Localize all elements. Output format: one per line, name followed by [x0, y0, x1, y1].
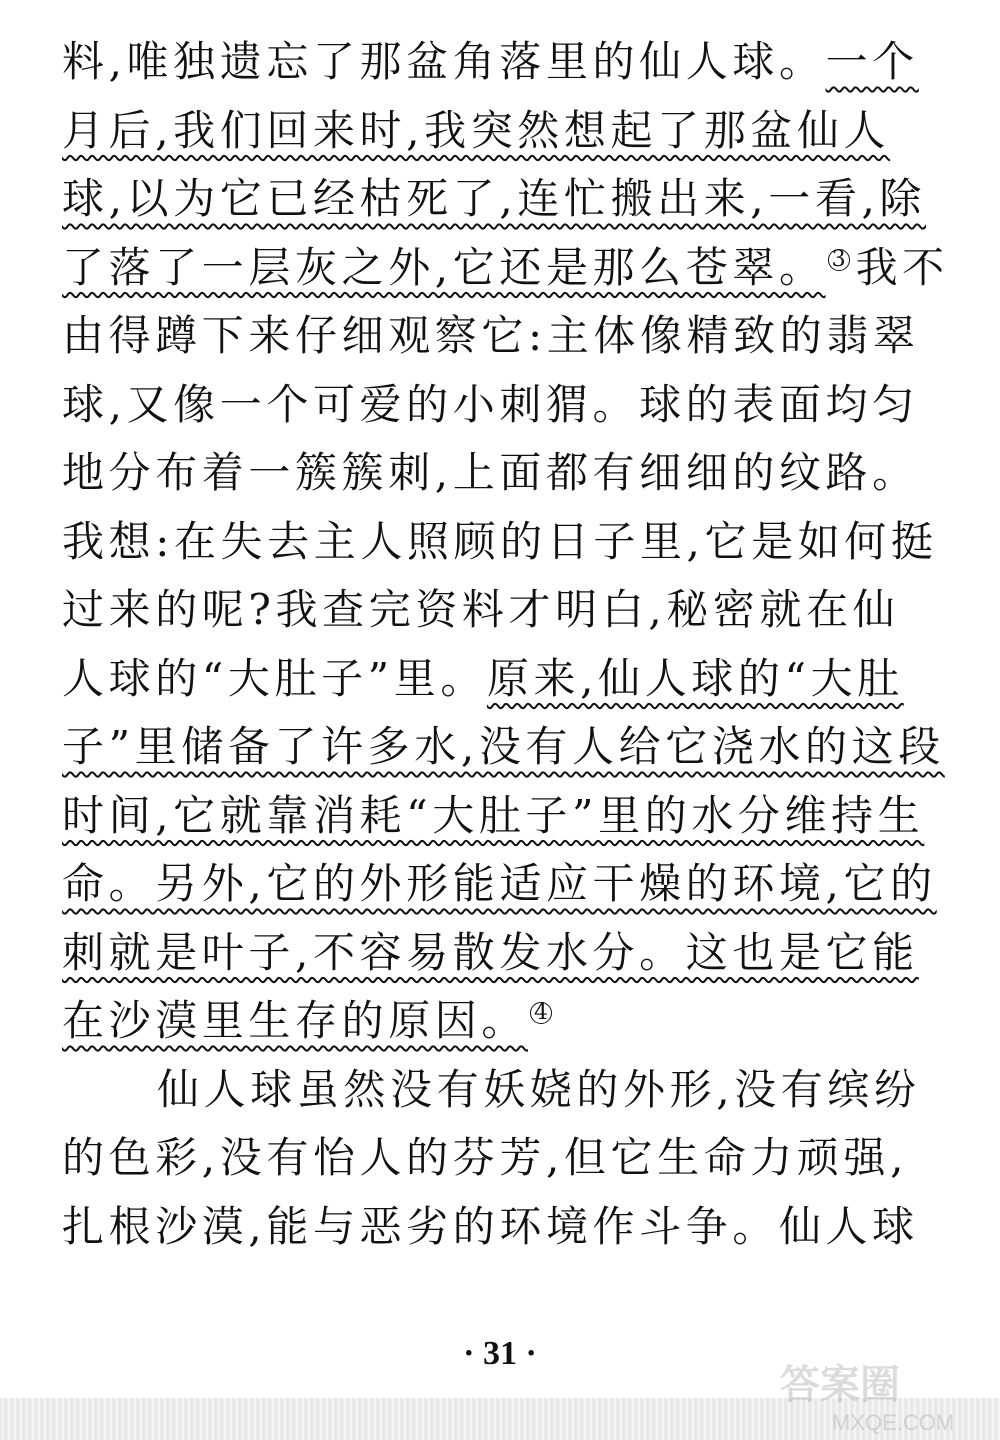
text-segment: 地分布着一簇簇刺,上面都有细细的纹路。 — [62, 448, 919, 497]
footnote-marker: 3 — [828, 249, 850, 271]
text-line — [62, 645, 957, 714]
text-segment: 扎根沙漠,能与恶劣的环境作斗争。仙人球 — [62, 1201, 919, 1251]
text-line — [62, 1193, 957, 1262]
text-segment: 料,唯独遗忘了那盆角落里的仙人球。 — [62, 37, 826, 86]
wavy-underlined-text: 原来,仙人球的“大肚 — [486, 653, 904, 703]
text-line — [62, 782, 957, 851]
text-segment: 球,又像一个可爱的小刺猬。球的表面均匀 — [62, 379, 919, 429]
text-line — [62, 28, 957, 97]
text-line — [62, 713, 957, 782]
text-line — [62, 508, 957, 577]
text-segment: 的色彩,没有怡人的芬芳,但它生命力顽强, — [62, 1133, 909, 1182]
wavy-underlined-text: 了落了一层灰之外,它还是那么苍翠。 — [62, 242, 826, 292]
text-line — [62, 97, 957, 166]
footnote-marker: 4 — [530, 1002, 552, 1024]
text-line — [62, 987, 957, 1056]
text-segment: 我不 — [855, 242, 949, 292]
text-line — [62, 302, 957, 371]
text-segment: 由得蹲下来仔细观察它:主体像精致的翡翠 — [62, 311, 920, 360]
text-line — [62, 1124, 957, 1193]
text-body — [62, 28, 957, 1261]
watermark-logo — [772, 1350, 982, 1435]
wavy-underlined-text: 刺就是叶子,不容易散发水分。这也是它能 — [62, 927, 919, 977]
wavy-underlined-text: 在沙漠里生存的原因。 — [62, 996, 529, 1045]
text-line — [62, 439, 957, 508]
watermark-text: 答案圈 — [780, 1362, 900, 1408]
text-segment: 人球的“大肚子”里。 — [62, 653, 487, 703]
text-line — [62, 234, 957, 303]
watermark-url: MXQE.COM — [832, 1410, 955, 1435]
wavy-underlined-text: 一个 — [825, 37, 919, 86]
text-line — [62, 919, 957, 988]
wavy-underlined-text: 命。另外,它的外形能适应干燥的环境,它的 — [62, 859, 937, 908]
text-line — [62, 371, 957, 440]
wavy-underlined-text: 球,以为它已经枯死了,连忙搬出来,一看,除 — [62, 174, 927, 223]
text-line — [62, 165, 957, 234]
text-segment: 过来的呢?我查完资料才明白,秘密就在仙 — [62, 585, 900, 634]
text-line — [62, 1056, 957, 1125]
wavy-underlined-text: 时间,它就靠消耗“大肚子”里的水分维持生 — [62, 790, 925, 840]
text-segment: 我想:在失去主人照顾的日子里,它是如何挺 — [62, 516, 938, 566]
page-number: · 31 · — [463, 1335, 537, 1372]
text-line — [62, 850, 957, 919]
wavy-underlined-text: 月后,我们回来时,我突然想起了那盆仙人 — [62, 105, 891, 155]
text-segment: 仙人球虽然没有妖娆的外形,没有缤纷 — [157, 1064, 921, 1114]
wavy-underlined-text: 子”里储备了许多水,没有人给它浇水的这段 — [62, 722, 945, 771]
text-line — [62, 576, 957, 645]
